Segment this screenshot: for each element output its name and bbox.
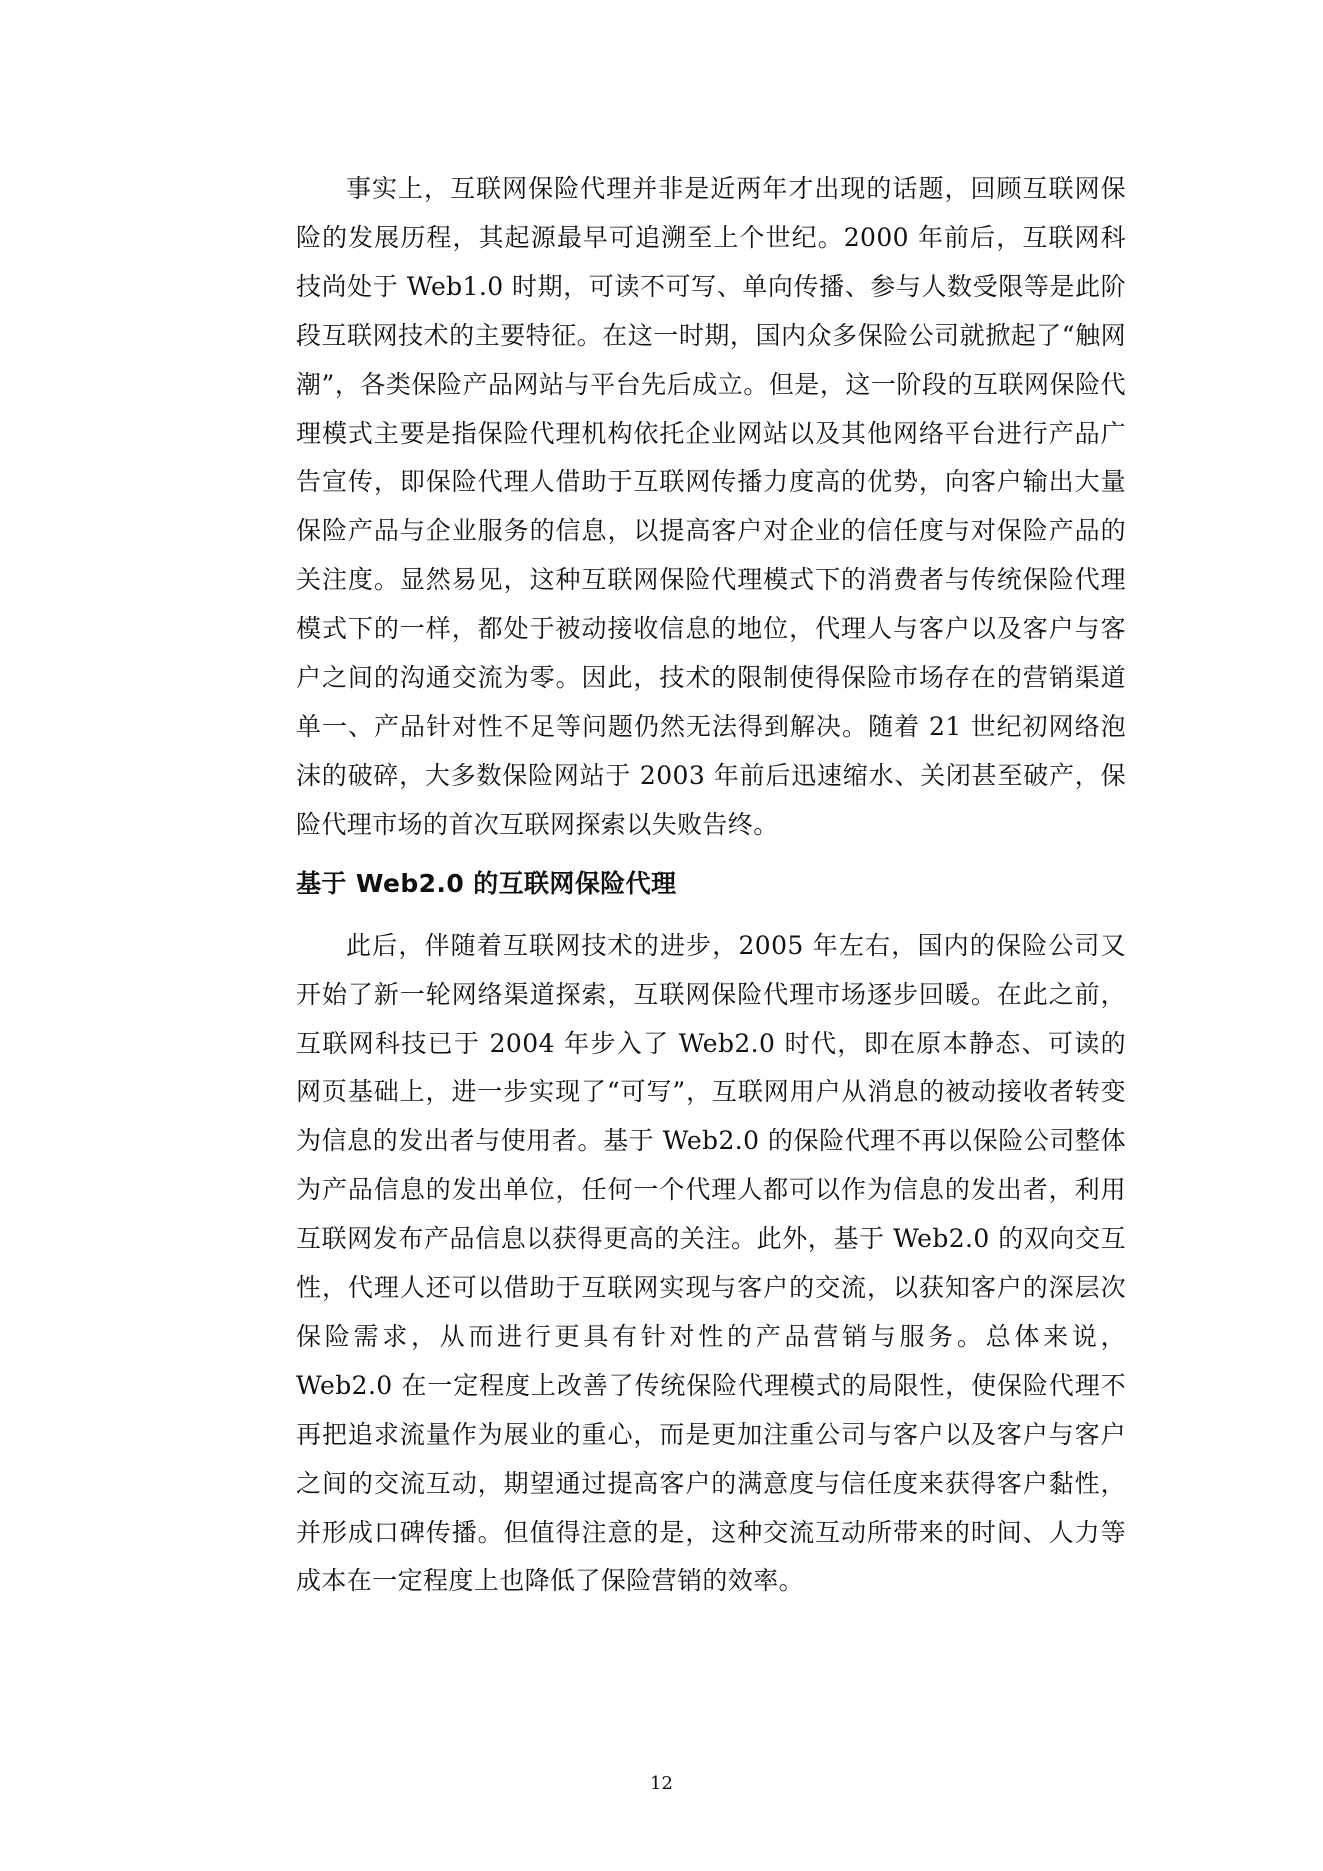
- page-content: [296, 165, 1126, 1606]
- body-paragraph-2: 此后，伴随着互联网技术的进步，2005 年左右，国内的保险公司又开始了新一轮网络渠道探索，互联网保险代理市场逐步回暖。在此之前，互联网科技已于 2004 年步入了 Web2.0 时代，即在原本静态、可读的网页基础上，进一步实现了“可写”，互联网用户从消息的被动接收者转变为信息的发出者与使用者。基于 Web2.0 的保险代理不再以保险公司整体为产品信息的发出单位，任何一个代理人都可以作为信息的发出者，利用互联网发布产品信息以获得更高的关注。此外，基于 Web2.0 的双向交互性，代理人还可以借助于互联网实现与客户的交流，以获知客户的深层次保险需求，从而进行更具有针对性的产品营销与服务。总体来说，Web2.0 在一定程度上改善了传统保险代理模式的局限性，使保险代理不再把追求流量作为展业的重心，而是更加注重公司与客户以及客户与客户之间的交流互动，期望通过提高客户的满意度与信任度来获得客户黏性，并形成口碑传播。但值得注意的是，这种交流互动所带来的时间、人力等成本在一定程度上也降低了保险营销的效率。: [296, 930, 1126, 1596]
- section-heading: 基于 Web2.0 的互联网保险代理: [296, 868, 677, 898]
- page-number: 12: [650, 1773, 673, 1794]
- body-paragraph-1: 事实上，互联网保险代理并非是近两年才出现的话题，回顾互联网保险的发展历程，其起源最早可追溯至上个世纪。2000 年前后，互联网科技尚处于 Web1.0 时期，可读不可写、单向传播、参与人数受限等是此阶段互联网技术的主要特征。在这一时期，国内众多保险公司就掀起了“触网潮”，各类保险产品网站与平台先后成立。但是，这一阶段的互联网保险代理模式主要是指保险代理机构依托企业网站以及其他网络平台进行产品广告宣传，即保险代理人借助于互联网传播力度高的优势，向客户输出大量保险产品与企业服务的信息，以提高客户对企业的信任度与对保险产品的关注度。显然易见，这种互联网保险代理模式下的消费者与传统保险代理模式下的一样，都处于被动接收信息的地位，代理人与客户以及客户与客户之间的沟通交流为零。因此，技术的限制使得保险市场存在的营销渠道单一、产品针对性不足等问题仍然无法得到解决。随着 21 世纪初网络泡沫的破碎，大多数保险网站于 2003 年前后迅速缩水、关闭甚至破产，保险代理市场的首次互联网探索以失败告终。: [296, 174, 1126, 839]
